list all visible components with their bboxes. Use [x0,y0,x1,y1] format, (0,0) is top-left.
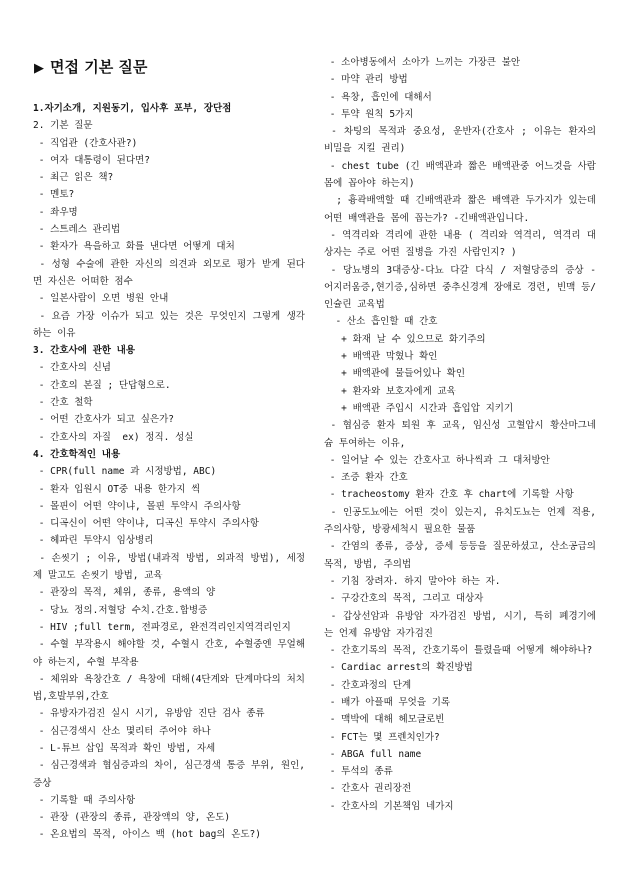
list-item: - 최근 읽은 책? [33,172,114,184]
list-item: - 간호기록의 목적, 간호기록이 틀렸을때 어떻게 해야하나? [324,645,593,657]
list-item: - 온요법의 목적, 아이스 백 (hot bag의 온도?) [33,829,261,841]
list-item: - tracheostomy 환자 간호 후 chart에 기록할 사항 [324,489,574,501]
list-item: - 체위와 욕창간호 / 욕창에 대해(4단계와 단계마다의 처치법,호발부위,간호 [33,673,305,703]
list-item: - 심근경색시 산소 몇리터 주어야 하나 [33,725,211,737]
list-item: - 헤파린 투약시 임상병리 [33,535,154,547]
list-item: + 화재 날 수 있으므로 화기주의 [324,333,486,345]
list-item: - 당뇨병의 3대증상-다뇨 다갈 다식 / 저혈당증의 증상 -어지러움증,현기증,심하면 중추신경계 장애로 경련, 빈맥 등/ 인슐린 교육법 [324,264,602,311]
list-item: 2. 기본 질문 [33,120,93,132]
list-item: - 스트레스 관리법 [33,224,121,236]
list-item: - 산소 흡인할 때 간호 [324,316,438,328]
list-item: - 간호의 본질 ; 단답형으로. [33,379,171,391]
list-item: - 일본사람이 오면 병원 안내 [33,293,169,305]
list-item: - 조증 환자 간호 [324,472,408,484]
list-item: - 소아병동에서 소아가 느끼는 가장큰 불안 [324,57,521,68]
right-column [324,54,602,815]
list-item: - 기록할 때 주의사항 [33,794,136,806]
list-item: - 관장 (관장의 종류, 관장액의 양, 온도) [33,812,231,824]
list-item: - 구강간호의 목적, 그리고 대상자 [324,593,484,605]
list-item: - 인공도뇨에는 어떤 것이 있는지, 유치도뇨는 언제 적용, 주의사항, 방광세척시 필요한 물품 [324,506,602,536]
list-item: + 배액관 막혔나 확인 [324,351,438,363]
list-item: - 욕창, 흡인에 대해서 [324,91,432,103]
list-item: - Cardiac arrest의 확진방법 [324,662,473,674]
list-item: + 배액관에 물들어있나 확인 [324,368,465,380]
list-item: - 직업관 (간호사관?) [33,137,138,149]
list-item: - 일어날 수 있는 간호사고 하나씩과 그 대처방안 [324,454,550,466]
list-item: - 간염의 종류, 증상, 증세 등등을 질문하셨고, 산소공급의 목적, 방법, 주의법 [324,541,602,570]
list-item: - 협심증 환자 퇴원 후 교육, 임신성 고혈압시 황산마그네슘 투여하는 이유, [324,420,596,449]
list-item: - 기침 장려자. 하지 말아야 하는 자. [324,575,501,587]
list-item: - 관장의 목적, 체위, 종류, 용액의 양 [33,587,216,599]
section-heading: 3. 간호사에 관한 내용 [33,345,136,357]
list-item: - 맥박에 대해 헤모글로빈 [324,714,445,726]
list-item: - chest tube (긴 배액관과 짧은 배액관중 어느것을 사람 몸에 꼽아야 하는지) [324,160,602,190]
right-triangle-icon: ▶ [34,61,44,76]
section-heading: 1.자기소개, 지원동기, 입사후 포부, 장단점 [33,103,232,114]
list-item: - 당뇨 정의.저혈당 수치.간호.합병증 [33,604,208,616]
list-item: - 여자 대통령이 된다면? [33,154,150,166]
list-item: - 간호사의 자질 ex) 정직. 성실 [33,431,194,443]
list-item: - 요즘 가장 이슈가 되고 있는 것은 무엇인지 그렇게 생각하는 이유 [33,310,305,339]
list-item: - 몰핀이 어떤 약이냐, 몰핀 투약시 주의사항 [33,500,241,512]
list-item: - 심근경색과 협심증과의 차이, 심근경색 통증 부위, 원인, 증상 [33,760,311,789]
list-item: - 간호사의 신념 [33,362,111,374]
list-item: - 간호사 권리장전 [324,783,412,795]
list-item: - 유방자가검진 실시 시기, 유방암 진단 검사 종류 [33,708,265,720]
list-item: + 배액관 주입시 시간과 흡입압 지키기 [324,402,514,414]
list-item: - L-튜브 삽입 목적과 확인 방법, 자세 [33,742,216,754]
list-item: - 역격리와 격리에 관한 내용 ( 격리와 역격리, 역격리 대상자는 주로 어떤 질병을 가진 사람인지? ) [324,229,596,259]
list-item: - 환자가 욕을하고 화를 낸다면 어떻게 대처 [33,241,235,253]
list-item: ; 흉곽배액할 때 긴배액관과 짧은 배액관 두가지가 있는데 어떤 배액관을 몸에 꼽는가? -긴배액관입니다. [324,195,602,224]
list-item: - ABGA full name [324,748,422,760]
list-item: - 수혈 부작용시 해야할 것, 수혈시 간호, 수혈중엔 무얼해야 하는지, 수혈 부작용 [33,639,305,668]
list-item: - FCT는 몇 프렌치인가? [324,731,440,743]
list-item: - 간호사의 기본책임 네가지 [324,800,454,812]
list-item: - 간호 철학 [33,397,93,409]
list-item: - 갑상선암과 유방암 자가검진 방법, 시기, 특히 폐경기에는 언제 유방암 자가검진 [324,610,596,639]
list-item: - 손씻기 ; 이유, 방법(내과적 방법, 외과적 방법), 세정제 말고도 손씻기 방법, 교육 [33,552,305,582]
list-item: - CPR(full name 과 시정방법, ABC) [33,466,217,478]
list-item: - 투약 원칙 5가지 [324,108,414,120]
left-column [33,100,311,844]
list-item: - HIV ;full term, 전파경로, 완전격리인지역격리인지 [33,621,291,633]
list-item: - 환자 입원시 OT중 내용 한가지 씩 [33,483,201,495]
list-item: - 배가 아플때 무엇을 기록 [324,696,451,708]
page-title [34,56,147,77]
list-item: + 환자와 보호자에게 교육 [324,385,456,397]
title-text: 면접 기본 질문 [50,58,148,76]
list-item: - 투석의 종류 [324,766,393,778]
list-item: - 좌우명 [33,206,78,218]
list-item: - 마약 관리 방법 [324,74,408,86]
list-item: - 어떤 간호사가 되고 싶은가? [33,414,174,426]
section-heading: 4. 간호학적인 내용 [33,448,121,460]
list-item: - 간호과정의 단계 [324,679,412,691]
list-item: - 멘토? [33,189,75,201]
list-item: - 디곡신이 어떤 약이냐, 디곡신 투약시 주의사항 [33,518,259,530]
list-item: - 차팅의 목적과 중요성, 운반자(간호사 ; 이유는 환자의 비밀을 지킬 권리) [324,126,602,155]
list-item: - 성형 수술에 관한 자신의 의견과 외모로 평가 받게 된다면 자신은 어떠한 점수 [33,258,305,287]
